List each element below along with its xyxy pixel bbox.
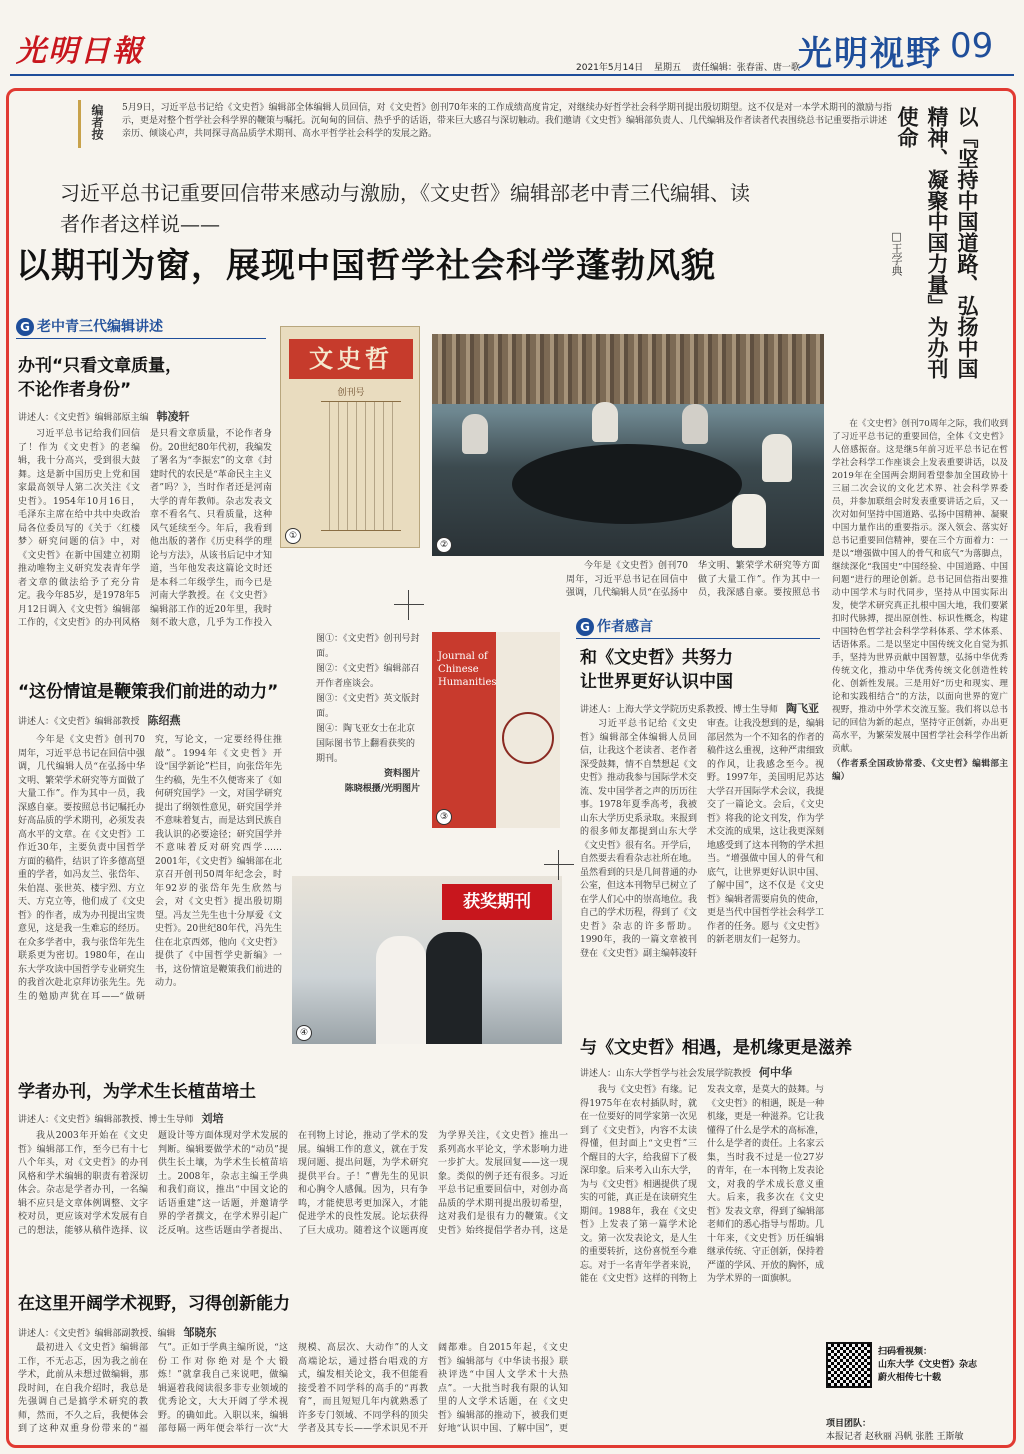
newspaper-logo: 光明日報	[16, 34, 144, 69]
masthead	[0, 0, 1024, 80]
section-header-editors-label: 老中青三代编辑讲述	[37, 319, 163, 335]
article-4-title: 与《文史哲》相遇，是机缘更是滋养	[580, 1038, 852, 1058]
article-1-body	[18, 428, 272, 638]
caption-3: 图③：《文史哲》英文版封面。	[316, 694, 420, 719]
article-3-title-line-2: 让世界更好认识中国	[580, 672, 733, 692]
article-4-body	[580, 1084, 824, 1434]
article-6-body	[18, 1342, 568, 1442]
article-1-title-line-2: 不论作者身份”	[18, 380, 132, 400]
caption-1: 图①：《文史哲》创刊号封面。	[316, 634, 420, 659]
article-5-author: 刘培	[201, 1112, 224, 1125]
photo-label-1: ①	[285, 528, 301, 544]
photo-label-2: ②	[436, 537, 452, 553]
sidebar-author: □王学典	[890, 230, 903, 276]
issue-weekday: 星期五	[653, 63, 681, 73]
article-4-byline	[580, 1064, 792, 1080]
article-3-body-text: 习近平总书记给《文史哲》编辑部全体编辑人员回信，让我这个老读者、老作者深受鼓舞，情不自禁想起《文史哲》推动我参与国际学术交流、发中国学者之声的历历往事。1978年夏季高考，我被山东大学历史系录取。来报到的很多师友都提到山东大学《文史哲》很有名。开学后，自然要去看看杂志社所在地。虽然看到的只是几间普通的办公室，但这本刊物早已树立了在学人们心中的崇高地位。我自己的学术历程，得到了《文史哲》杂志的许多帮助。1990年，我的一篇文章被刊登在《文史哲》副主编韩凌轩审查。让我没想到的是，编辑部居然为一个不知名的作者的稿件这么重视，这种严肃细致的作风，让我感念至今。视野。1997年，美国明尼苏达大学召开国际学术会议，我提交了一篇论文。会后，《文史哲》将我的论文刊发，作为学术交流的成果，这让我更深刻地感受到了这本刊物的学术担当。“增强做中国人的骨气和底气，让世界更好认识中国、了解中国”，这不仅是《文史哲》编辑者需要肩负的使命，更是当代中国哲学社会科学工作者的任务。愿与《文史哲》的新老朋友们一起努力。	[580, 719, 824, 959]
team-label: 项目团队：	[826, 1419, 872, 1429]
article-5-body	[18, 1130, 568, 1250]
article-1-byline-role: 讲述人：《文史哲》编辑部原主编	[18, 413, 149, 423]
seal-motif	[502, 712, 554, 764]
crosshair-mark	[394, 590, 424, 620]
issue-meta	[576, 60, 808, 73]
article-3-body	[580, 718, 824, 1010]
attendee	[762, 434, 792, 482]
project-team	[826, 1418, 963, 1444]
qr-code[interactable]	[826, 1342, 872, 1388]
article-1-author: 韩凌轩	[156, 410, 190, 423]
booth-sign: 获奖期刊	[442, 884, 552, 920]
caption-4: 图④：陶飞亚女士在北京国际图书节上翻看获奖的期刊。	[316, 724, 416, 764]
article-4-author: 何中华	[759, 1066, 793, 1079]
team-names: 本报记者 赵秋丽 冯帆 张胜 王斯敏	[826, 1432, 964, 1442]
photo-captions	[316, 632, 420, 797]
article-3-title-line-1: 和《文史哲》共努力	[580, 648, 733, 668]
visitor-right	[426, 932, 482, 1044]
section-g-icon: G	[16, 318, 34, 336]
section-underline	[16, 338, 266, 339]
qr-scan-label: 扫码看视频：	[878, 1347, 933, 1357]
cover-title: 文史哲	[289, 339, 413, 379]
article-2-body	[18, 734, 282, 1034]
article-2-title: “这份情谊是鞭策我们前进的动力”	[18, 682, 279, 702]
photo-label-4: ④	[296, 1025, 312, 1041]
article-2-byline	[18, 712, 181, 728]
article-3-author: 陶飞亚	[786, 702, 820, 715]
article-2-continued	[566, 560, 820, 602]
article-5-title: 学者办刊，为学术生长植苗培土	[18, 1082, 256, 1102]
article-5-body-text: 我从2003年开始在《文史哲》编辑部工作，至今已有十七八个年头，对《文史哲》的办刊风格和学术编辑的职责有着深切体会。杂志是学者办刊，一名编辑不应只是文章体例调整、文字校对员，更应该对学术发展有自己的想法，能够从稿件选择、议题设计等方面体现对学术发展的判断。编辑要做学术的“动员”提供生长土壤，为学术生长植苗培土。2008年，杂志主编王学典和我们商议，推出“中国文论的话语重建”这一话题，并邀请学界的学者撰文，在学术界引起广泛反响。这些话题由学者提出、在刊物上讨论，推动了学术的发展。编辑工作的意义，就在于发现问题、提出问题，为学术研究提供平台。子！”曹先生的见识和心胸令人感佩。因为，只有争鸣，才能使思考更加深入，才能促进学术的良性发展。论坛获得了巨大成功。随着这个议题再度为学界关注，《文史哲》推出一系列高水平论文，学术影响力进一步扩大。发展回复——这一现象。类似的例子还有很多。习近平总书记重要回信中，对创办高品质的学术期刊提出殷切希望，这对我们是很有力的鞭策。《文史哲》始终提倡学者办刊，这是	[18, 1131, 568, 1236]
attendee	[682, 404, 708, 444]
article-3-byline-role: 讲述人：上海大学文学院历史系教授、博士生导师	[580, 705, 779, 715]
main-headline: 以期刊为窗，展现中国哲学社会科学蓬勃风貌	[16, 246, 716, 286]
article-2-byline-role: 讲述人：《文史哲》编辑部教授	[18, 717, 140, 727]
article-6-author: 邹晓东	[183, 1326, 217, 1339]
section-underline	[576, 638, 820, 639]
article-2-author: 陈绍燕	[147, 714, 181, 727]
section-g-icon: G	[576, 618, 594, 636]
section-title: 光明视野	[798, 34, 942, 74]
article-3-byline	[580, 700, 819, 716]
visitor-left	[376, 936, 426, 1044]
article-1-title-line-1: 办刊“只看文章质量，	[18, 356, 183, 376]
masthead-rule	[10, 74, 1014, 76]
photo-label-3: ③	[436, 809, 452, 825]
article-5-byline	[18, 1110, 224, 1126]
kicker-line-1: 习近平总书记重要回信带来感动与激励，《文史哲》编辑部老中青三代编辑、读	[60, 181, 750, 205]
photo-english-journal	[432, 632, 560, 828]
editor-note-mark: 编者按	[78, 100, 112, 148]
bookshelf	[432, 334, 824, 404]
photo-book-fair	[292, 876, 562, 1044]
sidebar-body-text: 在《文史哲》创刊70周年之际，我们收到了习近平总书记的重要回信，全体《文史哲》人倍感振奋。这是继5年前习近平总书记在哲学社会科学工作座谈会上发表重要讲话，以及2019年在全国两会期间看望参加全国政协十三届二次会议的文化艺术界、社会科学界委员，并参加联组会时发表重要讲话之后，又一次对如何坚持中国道路、弘扬中国精神、凝聚中国力量作出的重要指示。深入领会、落实好总书记重要回信精神，要在三个方面着力：一是以“增强做中国人的骨气和底气”为落脚点，继续深化“我国史”中国经验、中国道路、中国问题“进行的理论创新。总书记回信指出要推动中国学术与时代同步，坚持从中国实际出发，使学术研究真正扎根中国大地，我们要紧扣时代脉搏，提出原创性、标识性概念，构建中国特色哲学社会科学学科体系、学术体系、话语体系。二是以坚定中国传统文化自觉为抓手，坚持为世界贡献中国智慧，弘扬中华优秀传统文化，推动中华优秀传统文化创造性转化、创新性发展。三是用好“历史和现实、理论和实践相结合”的方法，以面向世界的宽广视野，推动中外学术交流互鉴。我们将以总书记的回信为新的起点，坚持守正创新，办出更高水平，为繁荣发展中国哲学社会科学作出新贡献。	[832, 419, 1008, 754]
article-1-body-text: 习近平总书记给我们回信了！作为《文史哲》的老编辑，我十分高兴，受到很大鼓舞。这是新中国历史上党和国家最高领导人第二次关注《文史哲》。1954年10月16日，毛泽东主席在给中共中央政治局各位委员写的《关于〈红楼梦〉研究问题的信》中，对《文史哲》在新中国建立初期推动唯物主义研究发表青年学者文章的做法给予了充分肯定。我今年85岁，是1978年5月12日调入《文史哲》编辑部工作的，《文史哲》的办刊风格是只看文章质量，不论作者身份。20世纪80年代初，我编发了署名为“李振宏”的文章《封建时代的农民是“革命民主主义者”吗？》，当时作者还是河南大学的青年教师。杂志发表文章不看名气、只看质量，这种风气延续至今。年后，我看到他出版的著作《历史科学的理论与方法》，从该书后记中才知道，当年他发表这篇论文时还是本科二年级学生，而今已是河南大学教授。在《文史哲》编辑部工作的近20年里，我时刻不敢大意，几乎为工作投入	[18, 429, 272, 628]
article-4-body-text: 我与《文史哲》有缘。记得1975年在农村插队时，就在一位要好的同学家第一次见到了《文史哲》，内容不太读得懂，但封面上“文史哲”三个醒目的大字，给我留下了极深印象。后来考入山东大学，为与《文史哲》相遇提供了现实的可能，真正是在读研究生期间。1988年，我在《文史哲》上发表了第一篇学术论文。第一次发表论文，是人生的重要转折，这份喜悦至今难忘。对于一名青年学者来说，能在《文史哲》这样的刊物上发表文章，是莫大的鼓舞。与《文史哲》的相遇，既是一种机缘，更是一种滋养。它让我懂得了什么是学术的高标准，什么是学者的责任。上名家云集，当时我不过是一位27岁的青年，在一本刊物上发表论文，对我的学术成长意义重大。后来，我多次在《文史哲》发表文章，得到了编辑部老师们的悉心指导与帮助。几十年来，《文史哲》历任编辑继承传统、守正创新，保持着严谨的学风、开放的胸怀，成为学术界的一面旗帜。	[580, 1085, 824, 1284]
cover-contents	[321, 401, 401, 531]
caption-credit: 陈晓根摄/光明图片	[344, 784, 420, 794]
qr-line-2: 山东大学《文史哲》杂志	[878, 1360, 978, 1370]
crosshair-mark	[544, 850, 574, 880]
attendee	[462, 414, 488, 454]
caption-2: 图②：《文史哲》编辑部召开作者座谈会。	[316, 664, 420, 689]
sidebar-body	[832, 418, 1008, 1318]
attendee	[592, 402, 618, 442]
editor-note	[78, 100, 908, 152]
caption-source: 资料图片	[383, 769, 420, 779]
article-6-byline	[18, 1324, 217, 1340]
article-4-byline-role: 讲述人：山东大学哲学与社会发展学院教授	[580, 1069, 752, 1079]
page-number: 09	[950, 26, 994, 66]
article-2-continued-text: 今年是《文史哲》创刊70周年，习近平总书记在回信中强调，几代编辑人员“在弘扬中华文明、繁荣学术研究等方面做了大量工作”。作为其中一员，我深感自豪。要按照总书	[566, 561, 820, 598]
article-6-body-text: 最初进入《文史哲》编辑部工作，不无忐忑，因为我之前在学术，此前从未想过做编辑，那段时间，在自我介绍时，我总是先强调自己是搞学术研究的教师，然而，不久之后，我便体会到了这种双重身份带来的“福气”。正如于学典主编所说，“这份工作对你绝对是个大锻炼！”就拿我自己来说吧，做编辑逼着我阅读很多非专业领域的优秀论文，大大开阔了学术视野。的确如此。入职以来，编辑部每隔一两年便会举行一次“大规模、高层次、大动作”的人文高端论坛，通过搭台唱戏的方式，编发相关论文，我不但能看接受着不同学科的高手的“再教育”，而且短短几年内就熟悉了许多专门领域、不同学科的顶尖学者及其专长——学术识见不开阔都难。自2015年起，《文史哲》编辑部与《中华读书报》联袂评选“中国人文学术十大热点”。一大批当时我有限的认知里的人文学术话题，在《文史哲》编辑部的推动下，被我们更好地“认识中国、了解中国”，更	[18, 1343, 568, 1434]
article-5-byline-role: 讲述人：《文史哲》编辑部教授、博士生导师	[18, 1115, 194, 1125]
issue-date: 2021年5月14日	[576, 63, 644, 73]
sidebar-author-info: （作者系全国政协常委、《文史哲》编辑部主编）	[832, 759, 1008, 782]
section-header-editors	[16, 316, 163, 336]
section-header-authors	[576, 616, 653, 636]
photo-journal-cover	[280, 326, 420, 548]
qr-caption	[878, 1346, 977, 1385]
cover-issue: 创刊号	[337, 388, 365, 398]
responsible-editors: 责任编辑：张春雷、唐一歌	[691, 63, 800, 73]
meeting-table	[512, 444, 742, 524]
editor-note-text: 5月9日，习近平总书记给《文史哲》编辑部全体编辑人员回信，对《文史哲》创刊70年来的工作成绩高度肯定，对继续办好哲学社会科学期刊提出殷切期望。这不仅是对一本学术期刊的激励与指示，更是对整个哲学社会科学界的鞭策与嘱托。沉甸甸的回信、热乎乎的话语，带来巨大感召与深切触动。我们邀请《文史哲》编辑部负责人、几代编辑及作者读者代表围绕总书记重要指示讲述亲历、倾谈心声，共同探寻高品质学术期刊、高水平哲学社会科学的发展之路。	[122, 103, 892, 139]
section-header-authors-label: 作者感言	[597, 619, 653, 635]
article-1-byline	[18, 408, 190, 424]
kicker-line-2: 者作者这样说——	[60, 212, 220, 236]
photo-editor-meeting	[432, 334, 824, 556]
sidebar-title: 以『坚持中国道路、弘扬中国精神、凝聚中国力量』为办刊使命	[895, 106, 979, 379]
article-6-byline-role: 讲述人：《文史哲》编辑部副教授、编辑	[18, 1329, 176, 1339]
english-journal-title: Journal of Chinese Humanities	[438, 651, 497, 688]
attendee	[732, 494, 766, 548]
article-2-body-text: 今年是《文史哲》创刊70周年，习近平总书记在回信中强调，几代编辑人员“在弘扬中华文明、繁荣学术研究等方面做了大量工作”。作为其中一员，我深感自豪。要按照总书记嘱托办好高品质的学术期刊，必须发表高水平的文章。在《文史哲》工作近30年，主要负责中国哲学方面的稿件，结识了许多德高望重的学者，如冯友兰、张岱年、朱伯崑、张世英、楼宇烈、方立天、方克立等，他们成了《文史哲》的作者，成为办刊提出宝贵意见，这是我一生难忘的经历。在众多学者中，我与张岱年先生联系更为密切。1980年，在山东大学攻读中国哲学专业研究生的我首次赴北京拜访张先生。先生的勉励声犹在耳——“做研究，写论文，一定要经得住推敲”。1994年《文史哲》开设“国学新论”栏目，向张岱年先生约稿，先生不久便寄来了《如何研究国学》一文，对国学研究提出了纲领性意见，研究国学并不意味着复古，而是达到民族自我认识的必要途径；研究国学并不意味着反对研究西学……2001年，《文史哲》编辑部在北京召开创刊50周年纪念会，时年92岁的张岱年先生欣然与会，对《文史哲》提出殷切期望。冯友兰先生也十分厚爱《文史哲》。20世纪80年代，冯先生住在北京西郊，他向《文史哲》提供了《中国哲学史新编》一书，这份情谊是鞭策我们前进的动力。	[18, 735, 282, 1002]
article-6-title: 在这里开阔学术视野，习得创新能力	[18, 1294, 290, 1314]
qr-line-3: 蔚火相传七十载	[878, 1373, 942, 1383]
